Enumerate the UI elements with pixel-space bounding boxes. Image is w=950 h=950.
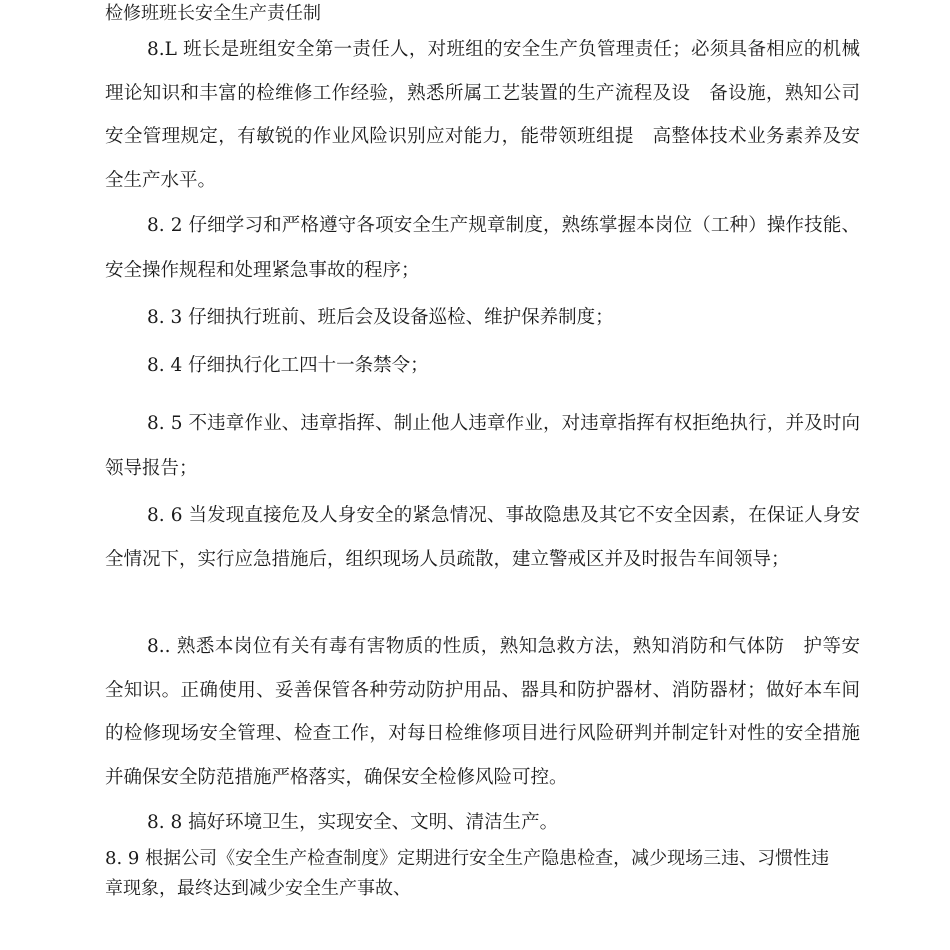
paragraph-8-7: 8.. 熟悉本岗位有关有毒有害物质的性质，熟知急救方法，熟知消防和气体防 护等安全知识。正确使用、妥善保管各种劳动防护用品、器具和防护器材、消防器材；做好本车间的检修现场安全管理、检查工作，对每日检维修项目进行风险研判并制定针对性的安全措施并确保安全防范措施严格落实，确保安全检修风险可控。 — [105, 636, 860, 788]
paragraph-8-5: 8. 5 不违章作业、违章指挥、制止他人违章作业，对违章指挥有权拒绝执行，并及时向领导报告； — [105, 413, 860, 479]
paragraph-8-6: 8. 6 当发现直接危及人身安全的紧急情况、事故隐患及其它不安全因素，在保证人身安全情况下，实行应急措施后，组织现场人员疏散，建立警戒区并及时报告车间领导； — [105, 505, 860, 570]
paragraph-8-4: 8. 4 仔细执行化工四十一条禁令； — [147, 355, 429, 376]
paragraph-8-3: 8. 3 仔细执行班前、班后会及设备巡检、维护保养制度； — [147, 307, 614, 328]
paragraph-8-2: 8. 2 仔细学习和严格遵守各项安全生产规章制度，熟练掌握本岗位（工种）操作技能、安全操作规程和处理紧急事故的程序； — [105, 215, 860, 281]
paragraph-8-1: 8.L 班长是班组安全第一责任人，对班组的安全生产负管理责任；必须具备相应的机械理论知识和丰富的检维修工作经验，熟悉所属工艺装置的生产流程及设 备设施，熟知公司安全管理规定，有敏锐的作业风险识别应对能力，能带领班组提 高整体技术业务素养及安全生产水平。 — [105, 39, 860, 191]
document-title: 检修班班长安全生产责任制 — [105, 3, 321, 24]
paragraph-8-9: 8. 9 根据公司《安全生产检查制度》定期进行安全生产隐患检查，减少现场三违、习惯性违章现象，最终达到减少安全生产事故、 — [105, 848, 830, 899]
paragraph-8-8: 8. 8 搞好环境卫生，实现安全、文明、清洁生产。 — [147, 812, 559, 833]
